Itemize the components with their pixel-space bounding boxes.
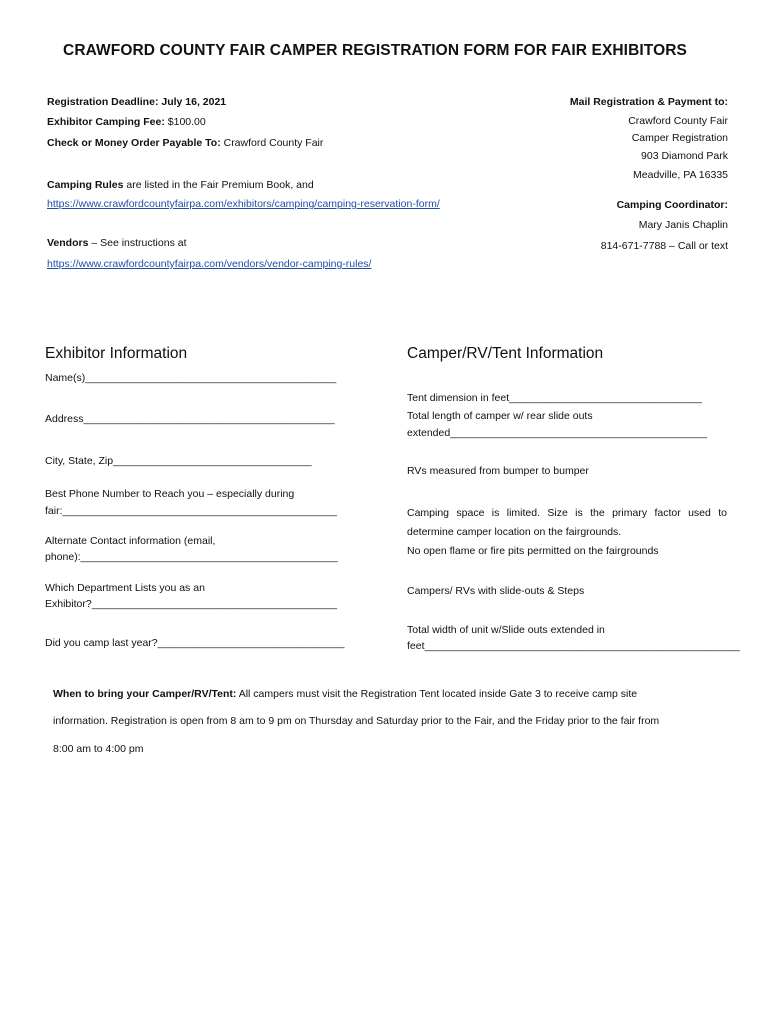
space-limited-note: Camping space is limited. Size is the primary factor used to determine camper location on the fairgrounds. [407,507,727,538]
slideouts-note: Campers/ RVs with slide-outs & Steps [407,585,585,597]
when-to-bring-label: When to bring your Camper/RV/Tent: [53,688,237,700]
exhibitor-heading: Exhibitor Information [45,345,188,362]
camping-rules-text: are listed in the Fair Premium Book, and [123,179,314,191]
payable-to-value: Crawford County Fair [220,137,324,149]
coordinator-label: Camping Coordinator: [616,199,728,211]
camping-rules-link[interactable]: https://www.crawfordcountyfairpa.com/exhibitors/camping/camping-reservation-form/ [47,198,440,210]
width-label: Total width of unit w/Slide outs extended in [407,624,605,636]
phone-label: Best Phone Number to Reach you – especially during [45,488,295,500]
vendors-note [47,237,187,249]
mail-label: Mail Registration & Payment to: [569,96,728,108]
mail-line: Crawford County Fair [628,115,728,127]
mail-line: Meadville, PA 16335 [633,169,728,181]
phone-field[interactable]: fair:_______________________________________________ [45,505,337,517]
when-to-bring-text: All campers must visit the Registration Tent located inside Gate 3 to receive camp site [236,688,638,700]
camper-heading: Camper/RV/Tent Information [407,345,604,362]
department-field[interactable]: Exhibitor?__________________________________________ [45,598,337,610]
vendors-label: Vendors [47,237,89,249]
vendors-text: – See instructions at [88,237,187,249]
city-state-zip-field[interactable]: City, State, Zip__________________________________ [45,455,312,467]
alt-contact-label: Alternate Contact information (email, [45,535,216,547]
width-field[interactable]: feet______________________________________________________ [407,640,740,652]
rv-measure-note: RVs measured from bumper to bumper [407,465,589,477]
mail-line: 903 Diamond Park [641,150,728,162]
camping-fee [47,116,206,128]
registration-deadline: Registration Deadline: July 16, 2021 [47,96,227,108]
payable-to [47,137,323,149]
payable-to-label: Check or Money Order Payable To: [47,137,221,149]
department-label: Which Department Lists you as an [45,582,205,594]
camper-length-label: Total length of camper w/ rear slide outs [407,410,593,422]
when-to-bring-line3: 8:00 am to 4:00 pm [53,743,144,755]
camper-length-field[interactable]: extended____________________________________________ [407,427,708,439]
address-field[interactable]: Address___________________________________________ [45,413,335,425]
tent-dimension-field[interactable]: Tent dimension in feet_________________________________ [407,392,702,404]
page-title: CRAWFORD COUNTY FAIR CAMPER REGISTRATION FORM FOR FAIR EXHIBITORS [63,42,687,59]
when-to-bring-line1 [53,688,637,700]
when-to-bring-line2: information. Registration is open from 8 am to 9 pm on Thursday and Saturday prior to the Fair, and the Friday prior to the fair from [53,715,660,727]
no-flame-note: No open flame or fire pits permitted on the fairgrounds [407,545,659,557]
names-field[interactable]: Name(s)___________________________________________ [45,372,337,384]
camping-fee-label: Exhibitor Camping Fee: [47,116,165,128]
alt-contact-field[interactable]: phone):____________________________________________ [45,551,338,563]
coordinator-phone: 814-671-7788 – Call or text [600,240,728,252]
camping-rules-label: Camping Rules [47,179,124,191]
mail-line: Camper Registration [631,132,728,144]
vendors-link[interactable]: https://www.crawfordcountyfairpa.com/vendors/vendor-camping-rules/ [47,258,372,270]
camp-last-year-field[interactable]: Did you camp last year?________________________________ [45,637,345,649]
camping-rules [47,179,314,191]
camping-fee-value: $100.00 [164,116,206,128]
coordinator-name: Mary Janis Chaplin [638,219,728,231]
